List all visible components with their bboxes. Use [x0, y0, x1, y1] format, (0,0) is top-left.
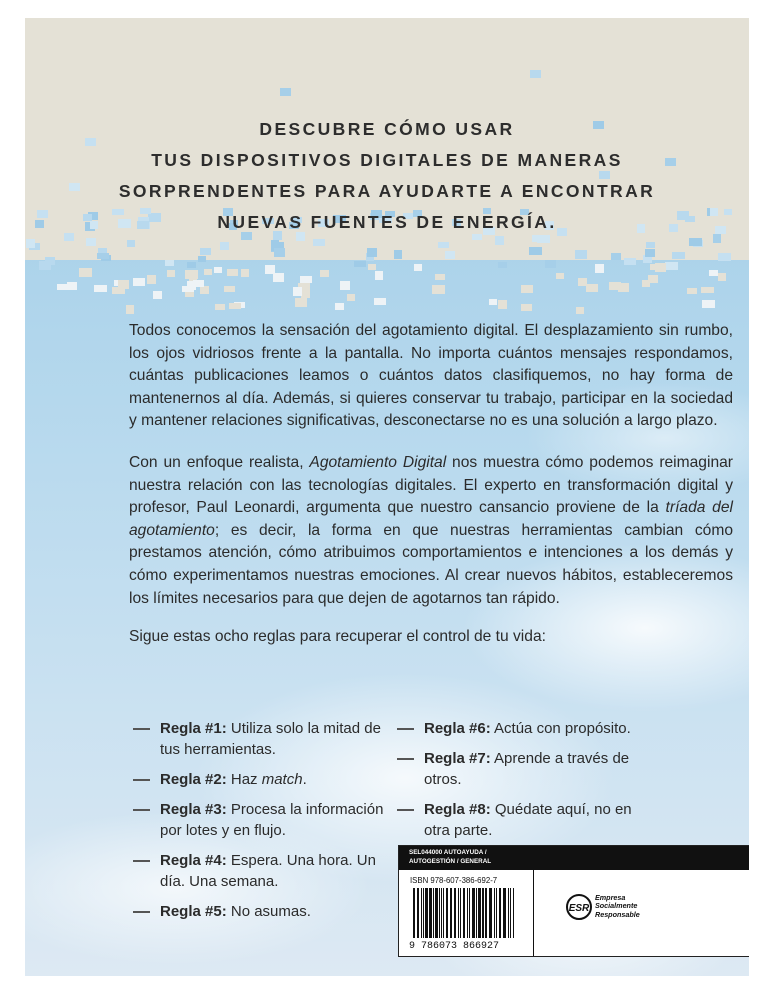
barcode-bar	[510, 888, 511, 938]
rule-label: Regla #5:	[160, 903, 227, 920]
pixel-square	[67, 282, 77, 290]
pixel-square	[147, 275, 156, 284]
pixel-square	[57, 284, 67, 290]
barcode-bar	[472, 888, 475, 938]
rule-item	[397, 718, 657, 739]
pixel-square	[126, 305, 134, 314]
pixel-square	[265, 265, 275, 274]
pixel-square	[687, 288, 697, 294]
pixel-square	[375, 271, 383, 280]
rule-label: Regla #7:	[424, 750, 491, 767]
rule-label: Regla #4:	[160, 852, 227, 869]
barcode-bar	[494, 888, 495, 938]
esr-logo-icon	[565, 893, 593, 921]
pixel-square	[394, 250, 402, 259]
esr-line: Socialmente	[595, 901, 638, 911]
pixel-square	[689, 238, 702, 246]
barcode-bar	[413, 888, 415, 938]
barcode-bar	[421, 888, 422, 938]
rule-item	[133, 718, 403, 760]
pixel-square	[529, 247, 542, 255]
pixel-square	[530, 70, 541, 78]
isbn-panel	[398, 845, 749, 957]
rule-text: Actúa con propósito.	[490, 720, 631, 737]
pixel-square	[655, 263, 666, 272]
barcode-bar	[450, 888, 452, 938]
barcode-bar	[454, 888, 456, 938]
synopsis-paragraph-2	[129, 452, 733, 610]
p2-part: nos muestra cómo podemos reimaginar nuestra relación con las tecnologías digitales. El experto en transformación digital y profesor, Paul Leonardi, argumenta que nuestro cansancio proviene de la	[129, 453, 733, 517]
barcode-bar	[429, 888, 432, 938]
pixel-square	[556, 273, 564, 279]
barcode-bar	[435, 888, 438, 938]
pixel-square	[609, 282, 621, 290]
barcode-bar	[460, 888, 461, 938]
pixel-square	[241, 269, 249, 277]
barcode-bar	[482, 888, 484, 938]
pixel-square	[368, 264, 376, 270]
barcode-bar	[485, 888, 487, 938]
pixel-square	[97, 253, 109, 259]
pixel-square	[445, 251, 455, 259]
barcode-bar	[496, 888, 497, 938]
pixel-square	[214, 267, 222, 273]
dash-icon	[133, 911, 150, 913]
rule-label: Regla #2:	[160, 771, 227, 788]
pixel-square	[489, 299, 497, 305]
pixel-square	[118, 280, 129, 289]
barcode-bar	[417, 888, 419, 938]
rule-item	[133, 850, 403, 892]
dash-icon	[397, 758, 414, 760]
pixel-square	[227, 269, 238, 276]
synopsis-paragraph-1: Todos conocemos la sensación del agotamiento digital. El desplazamiento sin rumbo, los ojos vidriosos frente a la pantalla. No importa cuántos mensajes respondamos, cuántas publicaciones leamos o cuántos datos clasifiquemos, no hay forma de mantenernos al día. Además, si quieres conservar tu trabajo, participar en la sociedad y mantener relaciones significativas, desconectarse no es una solución a largo plazo.	[129, 322, 733, 430]
barcode-bar	[499, 888, 501, 938]
pixel-square	[354, 261, 366, 267]
barcode-digits: 9 786073 866927	[409, 941, 500, 952]
pixel-square	[672, 252, 685, 259]
pixel-square	[193, 280, 204, 287]
pixel-square	[86, 238, 96, 246]
barcode-bar	[469, 888, 470, 938]
rule-text: Utiliza solo la mitad de tus herramientas.	[160, 720, 381, 758]
pixel-square	[438, 242, 449, 248]
rule-item	[133, 769, 403, 790]
pixel-square	[133, 278, 145, 286]
rule-label: Regla #1:	[160, 720, 227, 737]
barcode-bar	[446, 888, 448, 938]
pixel-square	[665, 262, 678, 270]
pixel-square	[718, 253, 731, 261]
pixel-square	[611, 253, 621, 260]
panel-divider	[533, 846, 534, 956]
rule-italic: match	[261, 771, 303, 788]
rule-text: No asumas.	[226, 903, 311, 920]
pixel-square	[586, 284, 598, 292]
pixel-square	[229, 303, 241, 309]
pixel-square	[340, 281, 350, 290]
dash-icon	[397, 728, 414, 730]
esr-logo-text: ESR	[568, 903, 590, 914]
rule-text: Espera. Una hora. Un día. Una semana.	[160, 852, 376, 890]
rule-item	[133, 901, 403, 922]
pixel-square	[645, 249, 655, 257]
pixel-square	[718, 273, 726, 281]
barcode-bar	[476, 888, 477, 938]
rule-label: Regla #8:	[424, 801, 491, 818]
pixel-square	[432, 285, 445, 294]
barcode-bar	[439, 888, 440, 938]
barcode-bar	[425, 888, 428, 938]
heading-line: NUEVAS FUENTES DE ENERGÍA.	[217, 212, 557, 232]
pixel-square	[274, 248, 285, 257]
rule-text: Procesa la información por lotes y en flujo.	[160, 801, 384, 839]
pixel-square	[435, 274, 445, 280]
rule-label: Regla #6:	[424, 720, 491, 737]
dash-icon	[133, 860, 150, 862]
category-text	[409, 849, 537, 866]
p2-part: Con un enfoque realista,	[129, 453, 310, 471]
heading-line: DESCUBRE CÓMO USAR	[259, 119, 515, 139]
pixel-square	[273, 273, 284, 282]
pixel-square	[280, 88, 291, 96]
pixel-square	[26, 239, 35, 248]
pixel-square	[575, 250, 587, 259]
synopsis	[129, 320, 733, 665]
pixel-square	[521, 285, 533, 293]
pixel-square	[200, 248, 211, 255]
dash-icon	[397, 809, 414, 811]
barcode-bar	[458, 888, 459, 938]
pixel-square	[702, 300, 715, 308]
barcode-bar	[433, 888, 434, 938]
back-cover	[25, 18, 749, 976]
pixel-square	[215, 304, 225, 310]
barcode-bar	[478, 888, 481, 938]
pixel-square	[153, 291, 162, 299]
pixel-square	[300, 276, 312, 283]
pixel-square	[709, 270, 718, 276]
pixel-square	[374, 298, 386, 305]
rule-text: Haz	[226, 771, 262, 788]
pixel-square	[220, 242, 229, 250]
rule-text: Aprende a través de otros.	[424, 750, 630, 788]
pixel-square	[187, 262, 196, 268]
barcode-bar	[503, 888, 506, 938]
pixel-square	[414, 264, 422, 271]
barcode-bar	[463, 888, 465, 938]
pixel-square	[701, 287, 714, 293]
pixel-square	[94, 285, 107, 292]
pixel-square	[347, 294, 355, 301]
esr-label	[595, 894, 665, 919]
barcode-bar	[489, 888, 492, 938]
pixel-square	[198, 256, 206, 262]
rule-item	[133, 799, 403, 841]
pixel-square	[521, 304, 532, 311]
pixel-square	[45, 257, 55, 265]
pixel-square	[167, 270, 175, 277]
rule-text: Quédate aquí, no en otra parte.	[424, 801, 632, 839]
barcode-bar	[508, 888, 509, 938]
heading-line: TUS DISPOSITIVOS DIGITALES DE MANERAS	[151, 150, 623, 170]
pixel-square	[313, 239, 325, 246]
barcode-bar	[423, 888, 424, 938]
dash-icon	[133, 728, 150, 730]
pixel-square	[498, 300, 507, 309]
pixel-square	[200, 286, 209, 294]
pixel-square	[576, 307, 584, 314]
rule-item	[397, 799, 657, 841]
rule-label: Regla #3:	[160, 801, 227, 818]
pixel-square	[295, 298, 307, 307]
rules-list-right	[397, 718, 657, 850]
pixel-square	[648, 275, 658, 283]
pixel-edge	[25, 246, 749, 260]
isbn-number: ISBN 978-607-386-692-7	[410, 876, 498, 885]
pixel-square	[224, 286, 235, 292]
category-line: SEL044000 AUTOAYUDA /	[409, 849, 487, 856]
p2-part: ; es decir, la forma en que nuestras herramientas cambian cómo prestamos atención, cómo atribuimos comportamientos e intenciones a los demás y cómo experimentamos nuestras emociones. Al crear nuevos hábitos, estableceremos los límites necesarios para que dejen de agotarnos tan rápido.	[129, 521, 733, 607]
rules-intro: Sigue estas ocho reglas para recuperar el control de tu vida:	[129, 628, 546, 646]
pixel-square	[204, 269, 212, 275]
pixel-square	[367, 248, 377, 257]
pixel-square	[646, 242, 655, 248]
esr-line: Responsable	[595, 909, 640, 919]
pixel-square	[165, 260, 174, 266]
dash-icon	[133, 809, 150, 811]
pixel-square	[127, 240, 135, 247]
pixel-square	[301, 291, 310, 298]
barcode-bar	[467, 888, 468, 938]
rule-text-after: .	[302, 771, 307, 788]
pixel-square	[498, 262, 507, 268]
cover-heading	[25, 114, 749, 238]
rule-item	[397, 748, 657, 790]
pixel-square	[335, 303, 344, 310]
pixel-square	[545, 260, 556, 268]
barcode-bar	[443, 888, 444, 938]
barcode-bar	[441, 888, 442, 938]
rules-list-left	[133, 718, 403, 931]
barcode-icon	[409, 888, 521, 940]
pixel-square	[293, 287, 302, 296]
pixel-square	[320, 270, 329, 277]
heading-line: SORPRENDENTES PARA AYUDARTE A ENCONTRAR	[118, 181, 656, 201]
pixel-square	[79, 268, 92, 277]
category-line: AUTOGESTIÓN / GENERAL	[409, 857, 492, 865]
dash-icon	[133, 779, 150, 781]
barcode-bar	[513, 888, 514, 938]
book-title: Agotamiento Digital	[309, 453, 447, 471]
triad-term: tríada del agotamiento	[129, 499, 733, 539]
pixel-square	[624, 258, 636, 265]
pixel-square	[185, 270, 198, 279]
pixel-square	[595, 264, 604, 273]
esr-line: Empresa	[595, 893, 626, 902]
